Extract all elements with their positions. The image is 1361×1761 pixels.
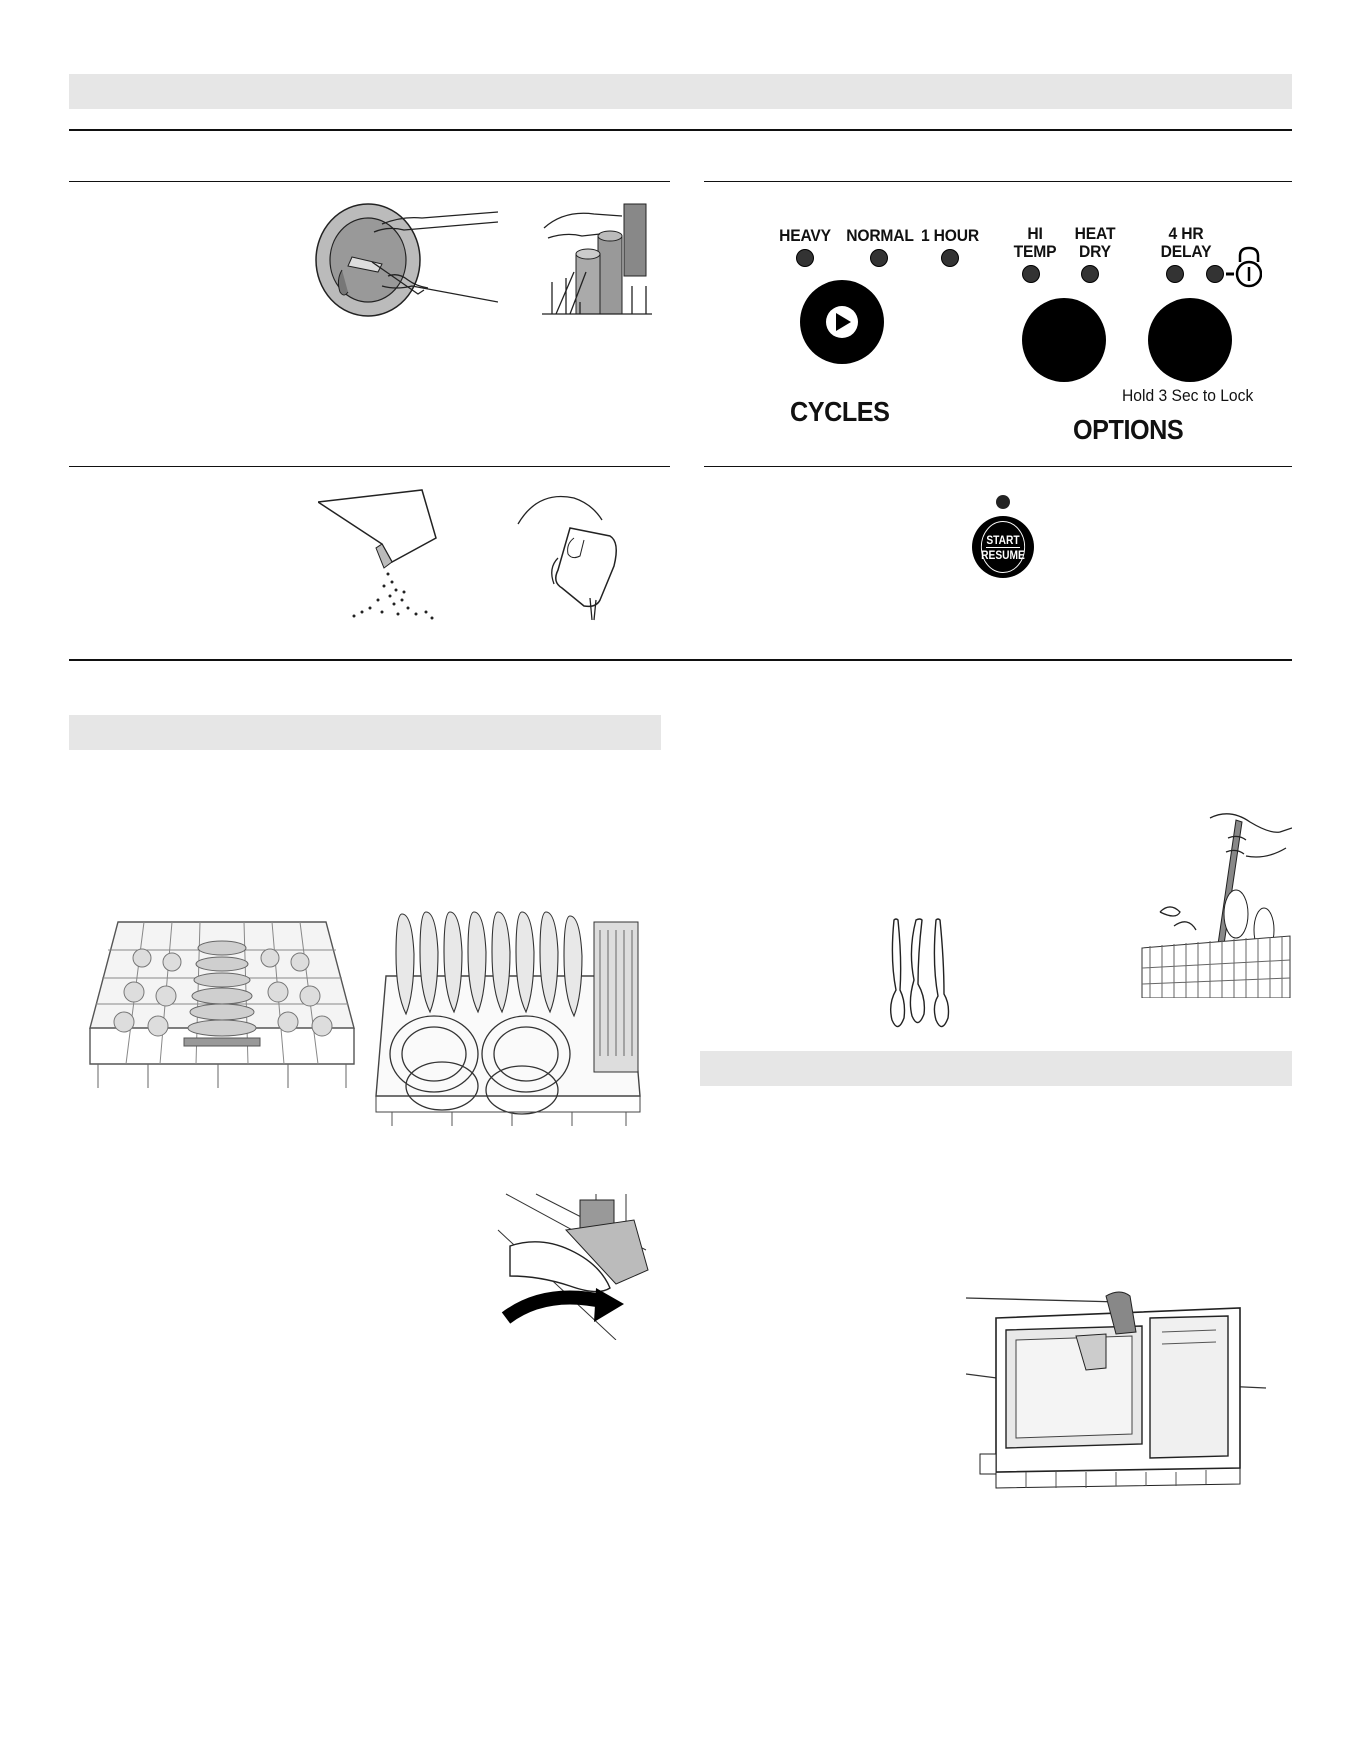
delay-indicator-light [1166,265,1184,283]
section-header-band-detergent [700,1051,1292,1086]
section-header-band-top [69,74,1292,109]
load-glasses-illustration [542,202,652,318]
normal-indicator-light [870,249,888,267]
hi-temp-line-1: HI [1027,224,1043,243]
detergent-dispenser-illustration [966,1288,1268,1492]
option-label-heat-dry [1063,225,1127,261]
start-resume-inner [981,521,1025,573]
heavy-indicator-light [796,249,814,267]
cycle-label-heavy: HEAVY [779,226,831,245]
divider-section-end [69,659,1292,661]
cycle-label-normal: NORMAL [846,226,914,245]
lock-icon [1224,246,1262,290]
1-hour-indicator-light [941,249,959,267]
pour-powder-illustration [318,488,454,622]
start-label: START [986,532,1020,547]
scrape-plate-illustration [312,202,498,322]
delay-lock-button[interactable] [1148,298,1232,382]
delay-line-2: DELAY [1160,242,1212,261]
play-icon [800,280,884,364]
section-header-band-loading [69,715,661,750]
divider-right-upper [704,181,1292,182]
option-label-delay [1153,225,1219,261]
spray-arm-illustration [496,1190,656,1340]
resume-label: RESUME [981,547,1025,562]
heat-dry-line-2: DRY [1079,242,1111,261]
option-label-hi-temp [1003,225,1067,261]
start-indicator-light [996,495,1010,509]
cycle-select-button[interactable] [800,280,884,364]
utensil-basket-illustration [1140,808,1292,998]
heat-dry-line-1: HEAT [1074,224,1116,243]
bottom-rack-illustration [372,906,644,1128]
divider-left-upper [69,181,670,182]
options-button[interactable] [1022,298,1106,382]
options-heading: OPTIONS [1073,414,1184,445]
divider-top [69,129,1292,131]
cycles-heading: CYCLES [790,396,890,427]
top-rack-illustration [88,918,356,1090]
start-resume-button[interactable] [972,516,1034,578]
cycle-label-1-hour: 1 HOUR [920,226,979,245]
pour-liquid-illustration [514,488,626,622]
hi-temp-line-2: TEMP [1013,242,1057,261]
divider-right-middle [704,466,1292,467]
heat-dry-indicator-light [1081,265,1099,283]
lock-hint: Hold 3 Sec to Lock [1122,386,1254,405]
spoons-illustration [882,916,954,1036]
divider-left-middle [69,466,670,467]
delay-line-1: 4 HR [1168,224,1204,243]
hi-temp-indicator-light [1022,265,1040,283]
lock-indicator-light [1206,265,1224,283]
